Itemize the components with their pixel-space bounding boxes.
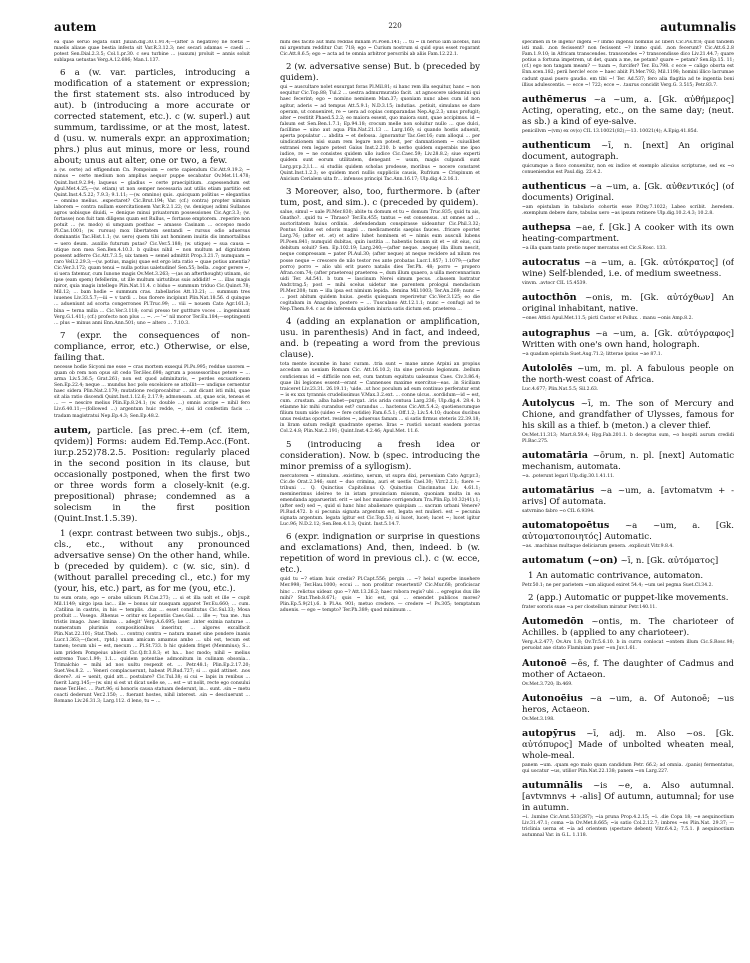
definition: ~a ~um, a. [Gk. αὐθεντικός] (of documents) Original.	[522, 182, 734, 204]
citation-block: quicumque a fisco conuenitur, non ex indice et exemplo alicuius scripturae, sed ex ~o conueniendus est Paul.dig. 22.4.2.	[522, 163, 734, 175]
dictionary-entry	[522, 728, 734, 762]
definition: ~ōrum, n. pl. [next] Automatic mechanism, automata.	[522, 450, 734, 472]
headword: authenticus	[522, 181, 586, 193]
headword: Autololēs	[522, 362, 573, 374]
headword: automatāria	[522, 449, 588, 461]
citation-block: mihi des facito aut mihi reddas minam Pl.Poen.141; … tu ~ in neruo iam iacebis, nisi mi argentum redditur Cur. 718; ego ~ Curium nostrum si quid opus esset rogarant Cic.Att.8.6.5; ego ~ acta ad te omnia arbitror perscribi ab aliis Fam.12.22.1.	[280, 40, 480, 58]
citation-block: specimen in te ingeni? ingeni ~? immo ingenui hominis ac liberi Cic.Pis.fr.8; quid tandem isti mali. .non fecissent? non fecissent ~? immo quid. .non fecerunt? Cic.Att.6.2.8 Fam.1.9.10; in Africam transcendes. transcendes ~? transcendisse dico Liv.21.44.7; quare potius a fortuna impetrem, ut det, quam a me, ne petam? quare ~ petam? Sen.Ep.15. 11; (cf.) ego non tangam meam? — tuam ~, furcifer? Ter. Eu.798. c ecce ~ caligo oborta est Enn.scen.182; perii hercle! ecce ~ haec abiit Pl.Mer.792; Mil.1198; homini illico lacrumae cadunt quasi puero gaudio. em tibi ~! Ter. Ad.537; fero alia flagitia ad te ingentia boni illius adulescentis. — ecce ~! 722; ecce ~. .taurus concidit Verg.G. 3.515; Petr.83.7.	[522, 40, 734, 88]
citation-block: penicillvm ~(vm) ex ov(o) CIL 13.10021(82);—13. 10021(4); A.Epig.41.85d.	[522, 128, 698, 134]
definition: ~ēs, f. The daughter of Cadmus and mother of Actaeon.	[522, 658, 734, 680]
citation-block: ~a. .poterunt legari Ulp.dig.30.1.41.11.	[522, 473, 615, 479]
definition: ~a ~um, a. [Gk. αὐτόκρατος] (of wine) Self-blended, i.e. of medium sweetness.	[522, 258, 734, 280]
dictionary-entry	[522, 292, 734, 315]
citation-block: Verg.A.2.477; Ov.Ars 1.8; Ov.Tr.5.6.10. b in curru conlocat ~ontem illum Cic.S.Rosc.98; peruolat axe citato Flaminiam puer ~on Juv.1.61.	[522, 640, 734, 652]
definition: ~ī, m. The son of Mercury and Chione, and grandfather of Ulysses, famous for his skill as a thief. b (meton.) a clever thief.	[522, 398, 734, 431]
citation-block: salue, simul ~ uale Pl.Mer.830; abite tu domum et tu ~ domum Truc.835; quid tu ais, Gnatho?. .quid tu ~ Thraso? Ter.Eu.455; tantus ~ est consensus. .ut omnes ad … auctoritatem huius ordinis. .defendendam conspirasse uideantur Cic.Phil.3.32; Pontus Dolius est odoris magni … medicamentis saepius fauces. .fricare oportet Larg.76; (after et. .et) et adire lubet hominem et ~ nimis eum ausculi lubens Pl.Poen.841; numquid dubitas, quin iustitia … habentis bonum sit et ~ sit eius, cui debitum soluit? Sen. Ep.102.19; Larg.240;—(after neque. .neque) illa illum nescit, neque compressam ~ pater Pl.Aul.30; (after neque) at neque recidere ad nilum res posse neque ~ crescere de nilo testor res ante probatas Lucr.1.857; 1.1079;—(after porro) porro ~ alio ubi erit puero natalis dies Ter.Ph. 48; porro ~ propero Afran.com.74; (after praeterea) praeterea ~, dum illum quaero, a uilla mercennarium uidi Ter. Ad.541. b tum ~ lascinum Nerei simum pecus. .classem lustratur Andr.trag.5; post ~ mihi scelus uidetur me parentem prologui mendacium Pl.Mer.208; tum ~ illa ipsa est nimium lepida. .femina Mil.1003; Ter.An.269; nunc ~ … post abitum quidem huius. .pestis quisquam reperiretur Cic.Ver.3.125; eo die cogitabam in Anagnino, postero ~ … Tusculano Att.12.1.1; nunc ~ confugi ad te Nep.Them.9.4. c ac de inferenda quidem iniuria satis dictum est. praeterea …	[280, 209, 480, 313]
dictionary-entry	[522, 181, 734, 204]
headword: Autonoē	[522, 657, 567, 669]
citation-block: Ov.Met.3.198.	[522, 716, 555, 722]
definition: ~a ~um, a. [Gk. αὐθήμερος] Acting, operating, etc., on the same day; (neut. as sb.) a kind of eye-salve.	[522, 94, 734, 127]
definition: ~onis, m. [Gk. αὐτόχθων] An original inhabitant, native.	[522, 293, 734, 315]
citation-block: Luc.4.677; Plin.Nat.5.5; Sil.2.63.	[522, 386, 599, 392]
citation-block: ~as. .machinas multaque deliciarum genera. .explicuit Vitr.9.8.4.	[522, 544, 674, 550]
dictionary-entry	[522, 485, 734, 508]
citation-block: tota mente incumbe in hanc curam. .tria sunt ~ mane amne Arpini an propius accedam an ueniam Romam Cic. Att.16.10.2; ita sine periculo legionum. .bellum conficiemus id ~ difficile non est, cum tantum equitatu ualeamus Caes. Civ.3.86.4; quae ibi legiones essent—erant ~ Cannenses maxime exercitus—eas. .in Siciliam traiceret Liv.23.31. 26.19.11; 'uide. .ut hoc poculum ad eum continuo perferatur erat ~ is ex xxx tyrannis crudelissimus V.Max.3.2.ext. … conne ulcus. .sordidum—id ~ est, cum. .crustam. .alba habet—purgat. .iris arida contusa Larg.236; Ulp.dig.4. 28.4. b etiamne hic mihi curandus est? curandus … hactenus Cic.Att.5.4.2; quotienscumque filium tuum uide (uideo ~ fere cotidie) Fam.6.5.1; Off.1.2; Liv.5.4.10; duobus ducibus unus resistas oportet. resistes ~, aduersus famam … si satis firmus steteris 22.39.18; in liram satum redigit quadrante operae. liras ~ rustici uocant easdem porcas Col.2.4.8; Plin.Nat.2.191; Quint.Inst.4.2.46; Apul.Met. 11.6.	[280, 362, 480, 435]
dictionary-entry	[54, 425, 250, 525]
headword: autopȳrus	[522, 727, 576, 739]
citation-block: Petr.50.1; ne per parietem ~um aliquod exiret 54.4; ~um uel pegma Suet.Cl.34.2.	[522, 583, 713, 589]
dictionary-entry	[522, 363, 734, 386]
column-1	[54, 40, 250, 945]
headword: autocthōn	[522, 292, 577, 304]
definition: ~ae, f. [Gk.] A cooker with its own heating-compartment.	[522, 223, 734, 245]
dictionary-entry	[522, 328, 734, 351]
headword: autem,	[54, 424, 92, 436]
citation-block: a (w. certe) ad effigendum Cn. Pompeium ~ certe capiendum Cic.Att.9.19.2; ~ minus ~ certe medium non amplius aequor puppe secabatur Ov.Met.11.478; Quint.Inst.9.2.94; laqueus ~ gladius ~ certe praecipitium. .capessendum est Apul.Met.4.25;—(w. etiam) ut non semper necessaria aut utilis etiam partitio est Quint.Inst.4.5.22; 7.9.3; 9.1.11; —(w. omnino) quis. .quicquam politius ~ elegantius ~ omnino melius. .expectaret? Cic.Brut.194; Var. (cf.) contra) propter nimium laborem ~ contra nullam exercitationem Var.R.2.1.22; (w. denique) adimi Sullanos agros uobisque diuidi, ~ denique minui priuatorum possessiones Cic.Agr.3.3; (w. fortasse) non fuit tam diligens quam est Rullus, ~ fortasse emptorem. .reperire non potuit … (w. modo) si umquam posthac ~ amasso Casinam … occepso modo Pl.Cas.1001; (w. rursus) mox libertatem sentandi ~ rursus odio aduersus dominantis Tac.Hist.1.1; (w. uero) quem tibi aut hominem inuitis dis immortalibus ~ uero deum. .auxilio futurum putas? Cic.Ver.5.188; (w. utique) ~ sua causa ~ utique non mea Sen.Ben.4.10.3. b quibus nihil ~ non multum ad dignitatem possent adferre Cic.Att.7.3.5; uix tamen ~ semel admittit Prop.3.21.7; numquam ~ raro Vell.2.29.3;—(w. potius, magis) quae est ergo ista ratio ~ quae potius amentia? Cic.Ver.3.172; quam tenui ~ nulla potius ualetudine! Sen.55; bella. .cogor gerere ~, si uera fatemur, cum Iunone magis Ov.Met.3.263; —(as an afterthought) utinam, sic ipse (eam spem) fefellerim, ut ille multum uirtutibus suis addidit! ~ … illas magis miror, quia magis intellego Plin.Nat.11.4. c biduo ~ summum triduo Cic.Quinct.78; Mil.12; … bam hodie ~ summum cras. .tabellarios Att.13.21; … summum tres iuuenes Liv.33.5.7;—iii ~ v tardi … bus florere incipiunt Plin.Nat.18.56. d quinque … adueniunt ad scorta congerrones Pl.Truc.99; … viii ~ nouem Cato Agr.161.3; bina ~ terna milia … Cic.Ver.3.118; corui presso ter guttture voces … ingeminant Verg.G.1.411; (cf.) profecto non plus … ~. .— '~' nil moror Ter.Eu.184;—septingenti … plus ~ minus anni Enn.Ann.501; uno ~ altero … 7.10.3.	[54, 168, 250, 326]
headword: autumnālis	[522, 779, 583, 791]
definition: ~a ~um, a. Of Autonoē; ~us heros, Actaeon.	[522, 693, 734, 715]
definition: ~um, m. pl. A fabulous people on the north-west coast of Africa.	[522, 363, 734, 385]
citation-block: mercatorem ~ stimulum. .existimo, uerum, ut supra dixi, perueniam Cato Agr.pr.3; Cic.de Orat.2.346; sunt ~ duo crimina, auri et uestis Cael.30; Virr.2.2.1; fuere ~ tribuni … Q. Quinctius Capitolinus Q. Quinctius Cincinnatus Liv. 4.61.1; meminerimus ideireo te in istam prouinciam missum, quoniam multa in ea emendanda apparuerint. erit ~ uel hoc maxime corrigendum Tra.Plin.Ep.10.32(41).1; (after sed) sed ~, quid si hanc hinc abalienare quispiam … sacram urbani Venere? Pl.Rud.472. b si pecunia signata argentum est, legata est mulieri. est ~ pecunia signata argentum. legata igitur est Cic.Top.53; si lucet, lucet; lucet ~; lucet igitur Luc.96; N.D.2.12; Sen.Ben.4.1.3; Quint. Inst.5.14.7.	[280, 473, 480, 528]
headword: autographus	[522, 327, 591, 339]
dictionary-entry	[522, 450, 734, 473]
sense-definition: 7 (expr. the consequences of non-compliance, error, etc.) Otherwise, or else, failing that.	[54, 330, 250, 363]
definition: ~ī, n. [next] An original document, autograph.	[522, 140, 734, 162]
headword: authēmerus	[522, 93, 587, 105]
headword: Autonoēius	[522, 692, 583, 704]
headword: authepsa	[522, 222, 572, 234]
sense-definition: 2 (app.) Automatic or puppet-like movements.	[528, 593, 729, 604]
sense-definition: 6 (expr. indignation or surprise in questions and exclamations) And, then, indeed. b (w. repetition of word in previous cl.). c (w. ecce, etc.).	[280, 532, 480, 576]
running-head-first-word: autem	[54, 20, 97, 34]
citation-block: tu eum orato, ego ~ orabo uilicum Pl.Cas.273; … si et illa uolt et ille ~ cupit Mil.1149; uirgo ipsa lac… ille ~ bonus uir nusquam apparet Ter.Eu.660; … cum. .Catilina in castris, in his ~ templis. .dux … esset constitutus Cic.Sul.33; Mosa profluit … Vosego. .Rhenus ~ oritur ex Lepontiis Caes.Gal. … ille ~; 'tua me. .tua tristis imago. .haec limina … adegit' Verg.A.6.695; laser. .inter eximia naturae … numeratum plurimis compositionibus inseritur, … algores excalfacit Plin.Nat.22.101; Stat.Theb. … contra) contra ~ natura manet sine pondere inanis Lucr.1.363;—(facet., rptd.) unam amicam amamus ambo … ubi est, tecum est tamen; tecum ubi ~ est, mecum … Pl.St.733. b hic quidem friget (Memmius); S… iam pridem Pompeius abiecit Cic.Q.fr.3.8.3; et ha… hoc modo; nihil ~ melius extremo Tusc.1.99; 1.1… quidem potentiae admonitum in culinam obsonia… Trimalchio ~ mihi ad nos uultu respexit et. … Petr.48.1; Plin.Ep.2.17.20; Suet.Ves.8.2. … Veneri complacuerunt, habeat Pl.Rud.727; si … quid attinet. .nos dicere?. .si ~ uenit, quid att… postulare? Cic.Tul.38; si cui ~ lapis in renibus … fuerit Larg.145;—(w. sin) si est ut dicat uelle se, … est ~ ut nolit, recte ego consului meae Ter.Hec. … Part.96; si honoris causa statuam dederunt, in… sunt. .sin ~ metu coacti dederunt Ver.2.150; … fuerant hostes, nihil interest. .sin ~ desciuerunt … Romano Liv.26.31.3; Larg.112. d leno, tu ~ …	[54, 595, 250, 705]
column-3	[522, 40, 734, 945]
sense-definition: 3 Moreover, also, too, furthermore. b (after tum, post, and sim.). c (preceded by quidem).	[280, 186, 480, 208]
sense-definition: 4 (adding an explanation or amplification, usu. in parenthesis) And in fact, and indeed, and. b (repeating a word from the previous clause).	[280, 317, 480, 361]
citation-block: ~am epistulam in tabulario cohortis esse P.Oxy.7.1022; Labeo scribit. .heredem. .exemplum debere dare, tabulas uero ~as ipsum retinere Ulp.dig.10.2.4.3; 10.2.8.	[522, 205, 734, 217]
dictionary-entry	[522, 520, 734, 543]
running-head-last-word: autumnalis	[660, 20, 736, 34]
citation-block: ~ones Attici Apul.Met.11.5; picti Castor et Pollux. . manu ~onis Amp.8.2.	[522, 316, 693, 322]
page-number: 220	[388, 22, 402, 30]
citation-block: frater sororis suae ~a per clostellum miratur Petr.140.11.	[522, 605, 657, 611]
definition: ~a ~um, a. [avtomatvm + -arivs] Of automata.	[522, 485, 734, 507]
dictionary-entry	[522, 140, 734, 163]
definition: particle. [as prec.+-em (cf. item, qvidem)] Forms: audem Ed.Temp.Acc.(Font. iur.p.252)78.2.5. Position: regularly placed in the second position in its clause, but occasionally postponed, when the first two or three words form a closely-knit (e.g. prepositional) phrase; condemned as a solecism in the first position (Quint.Inst.1.5.39).	[54, 425, 250, 524]
headword: automatum (~on)	[522, 555, 618, 567]
dictionary-entry	[522, 94, 734, 128]
citation-block: panem ~um. .quam ego malo quam candidum Petr. 66.2; ad omnia. .(panis) fermentatus, qui uocatur ~us, utilior Plin.Nat.22.138; panem ~on Larg.227.	[522, 762, 734, 774]
running-head	[54, 20, 736, 36]
definition: ~ī, n. [Gk. αὐτόματος]	[620, 556, 719, 567]
dictionary-entry	[522, 780, 734, 814]
citation-block: ~a quadam epistula Suet.Aug.71.2; litterae ipsius ~ae 87.1.	[522, 351, 663, 357]
definition: ~is ~e, a. Also autumnal. [avtvmnvs + -alis] Of autumn, autumnal; for use in autumn.	[522, 780, 734, 813]
sense-definition: 6 a (w. var. particles, introducing a modification of a statement or expression; the first statement sts. also introduced by aut). b (introducing a more accurate or corrected statement, etc.). c (w. superl.) aut summum, tardissime, or at the most, latest. d (usu. w. numerals expr. an approximation; phrs.) plus aut minus, more or less, round about; unus aut alter, one or two, a few.	[54, 68, 250, 167]
citation-block: Ov.Met.11.313; Mart.8.59.4; Hyg.Fab.201.1. b deceptus sum, ~o hospiti aurum credidi Pl.Bac.275.	[522, 432, 734, 444]
dictionary-entry	[522, 555, 734, 567]
citation-block: satvrnino fabro ~o CIL 6.9394.	[522, 508, 595, 514]
headword: authenticum	[522, 139, 591, 151]
dictionary-entry	[522, 616, 734, 639]
citation-block: vinvm. .avtocr CIL 15.4539.	[522, 281, 587, 287]
citation-block: ~a illa quam tanto pretio nuper mercatus est Cic.S.Rosc. 133.	[522, 246, 667, 252]
dictionary-entry	[522, 222, 734, 245]
headword: Automedōn	[522, 616, 584, 628]
citation-block: ea quae seruo legata sunt Julian.dig.30.1.91.4;—(after a negative) ne foetis ~ maelis aliaue quae bestia infesta sit Var.R.3.12.3; nec secari adamas ~ caedi … potest Sen.Dial.2.3.5; Col.1.pr.30. c seu turbine … (saxum) proluit ~ annis soluit sublapsa uetustas Verg.A.12.686; Man.1.137.	[54, 40, 250, 64]
sense-definition: 1 An automatic contrivance, automaton.	[528, 571, 704, 582]
definition: ~ontis, m. The charioteer of Achilles. b (applied to any charioteer).	[522, 617, 734, 639]
citation-block: quid tu ~? etiam huic credis? Pl.Capt.556; pergin … ~? heia! superbe inuehere Mer.998; Ter.Hau.1000; eccui … non proditur reuertenti? Cic.Mur.68; proficiscar hinc … relictus uidear. quo ~? Att.13.26.2; haec robora regis? ubi … egregius dux ille mihi? Stat.Theb.8.671; quis ~ hic est, qui … emendet publicos mores? Plin.Ep.5.9(21).6. b Pl.As. 901; metuo credere. — credere ~! Ps.305; temptatum aduenis. — ego ~ tempto? Ter.Ph.389; quod minimum …	[280, 577, 480, 613]
sense-definition: 2 (w. adversative sense) But. b (preceded by quidem).	[280, 62, 480, 84]
citation-block: Ov.Met.3.720; Ib.469.	[522, 681, 573, 687]
dictionary-entry	[522, 658, 734, 681]
column-2	[280, 40, 480, 945]
citation-block: necesse hodie Sicyoni me esse ~ cras mortem exsequi Pl.Ps.995; reddue uxorem ~ quam ob rem non opus sit cedo Ter.Hec.698; agrum a possessoribus petere ~ … arma Liv.5.36.5; Grat.261; non est quod adminitaris, ~ perdes excusationem Sen.Ep.22.4; neque … mundus hoc polo excelsiore se attollit—~ undique cernentur haec sidera Plin.Nat.2.179; mutatione reciprocabitur … aut dicant isti mihi, quae sit alia ratio discendi Quint.Inst.1.12.6; 2.17.9; admoneam. .ut, quae scis, teneas et … — ~ nescire melius Plin.Ep.8.24.1; (w. double …) omnis accipe ~ nihil fero Liv.6.40.11;—(followed …) argentum huic redde, ~, nisi id confestim facis … tradam magistratui Nep.Ep.4.3; Sen.Ep.48.2.	[54, 364, 250, 419]
dictionary-entry	[522, 693, 734, 716]
definition: ~a ~um, a. [Gk. αὐτόγραφος] Written with one's own hand, holograph.	[522, 328, 734, 350]
sense-definition: 5 (introducing a fresh idea or consideration). Now. b (spec. introducing the minor premiss of a syllogism).	[280, 439, 480, 472]
headword: autocratus	[522, 257, 580, 269]
citation-block: qui ~ auscultare nolet exsurgat foras Pl.Mil.81; si hanc rem illa sequitur, hanc ~ non sequitur Cic.Top.88; Tul.2 … uestra admurmuratio facit. .ut agnoscere uideamini qui haec fecerint; ego ~ nomino neminem Man.37; quoniam nunc abes cum id non agitur, aderis ~ ad tempus Att.5.9.1; N.D.3.15; indutias. .petiuit, simulans se dare operam, ut conueniret, re ~ uera ad copias comparandas Nep.Ag.2.3; unus profugit; alter ~ restitit Phaed.5.2.2; eo maiora essent, quo maiora sunt, quae accipimus. id ~ falsum est Sen.Ben.1.7.1; Ep.94.18; crocum melle non soluitur nullo … que dulci, facillime ~ uino aut aqua Plin.Nat.21.13 … Larg.160; si quando hostis aduenit, aperta populatur … abdita ~ et defossa. .ignorantur Tac.Ger.16; cum alloqui … per uindicationem nisi suam rem legare non potest, per damnationem ~ cuiuslibet extranei rem legare potest Gaius Inst.2.210. b uerbo quidem superabis me ipso iudice, re ~ ne consistes quidem ullo iudice Cic.Caec.59; Liv.28.8.2; siue experti quidem sunt eorum utilitatem, denegant ~ usum, magis culpandi sunt Larg.pr.p.2,l.1… si studiis quidem scholas prodesse, moribus ~ nocere constaret Quint.Inst.1.2.3; se quidem mori nullis suppliciis causis, Rufrium ~ Crispinum et Anicium Cerialem uita fr… infensos principi Tac.Ann.16.17; Ulp.dig.4.2.16.1.	[280, 85, 480, 182]
sense-definition: 1 (expr. contrast between two subjs., objs., cls., etc., without any pronounced adversative sense) On the other hand, while. b (preceded by quidem). c (w. sic, sin). d (without parallel preceding cl., etc.) for my (your, his, etc.) part, as for me (you, etc.).	[54, 528, 250, 594]
definition: ~ī, adj. m. Also ~os. [Gk. αὐτόπυρος] Made of unbolted wheaten meal, whole-meal.	[522, 728, 734, 761]
dictionary-entry	[522, 398, 734, 432]
headword: automatopoētus	[522, 520, 610, 532]
headword: automatārius	[522, 484, 595, 496]
definition: ~a ~um, a. [Gk. αὐτοματοποιητός] Automatic.	[522, 521, 734, 543]
citation-block: ~i. .lumine Cic.Arat.533(287); ~ia pruna Prop.4.2.15; ~i. .die Copa 18; ~e aequinoctium Liv.31.47.1; coma ~ia Ov.Met.8.665; ~is satio Col.2.12.7; imbres ~es Plin.Nat. 29.37; —triclinia uerna et ~ia ad orientem (spectare debent) Vitr.6.4.2; 7.5.1. β aequinoctium autumnal Var. in G.L. 1.118.	[522, 814, 734, 839]
dictionary-entry	[522, 257, 734, 280]
headword: Autolycus	[522, 397, 575, 409]
